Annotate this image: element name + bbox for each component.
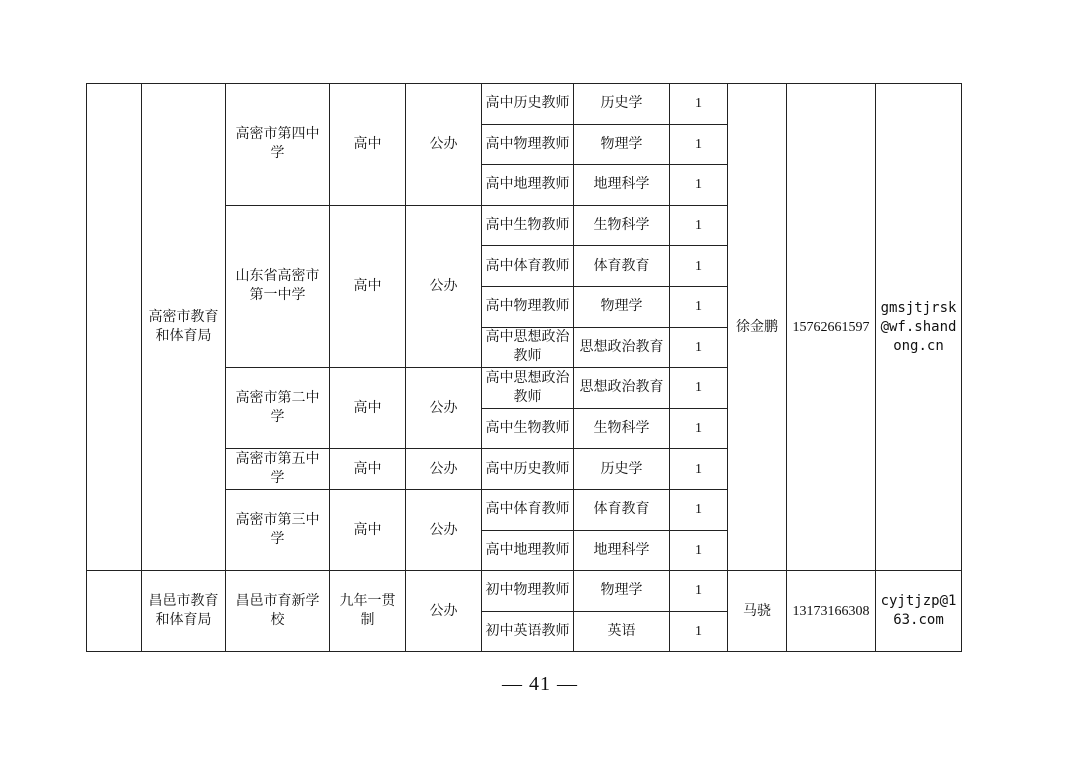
phone-cell: 15762661597 <box>787 84 876 571</box>
major-cell: 思想政治教育 <box>574 327 670 368</box>
school-name-cell: 高密市第三中学 <box>226 489 330 570</box>
table-body <box>87 84 962 652</box>
count-cell: 1 <box>670 611 728 652</box>
major-cell: 地理科学 <box>574 530 670 571</box>
major-cell: 历史学 <box>574 84 670 125</box>
index-cell <box>87 571 142 652</box>
count-cell: 1 <box>670 368 728 409</box>
post-cell: 初中物理教师 <box>482 571 574 612</box>
major-cell: 物理学 <box>574 571 670 612</box>
contact-cell: 徐金鹏 <box>728 84 787 571</box>
major-cell: 英语 <box>574 611 670 652</box>
major-cell: 体育教育 <box>574 246 670 287</box>
school-type-cell: 公办 <box>406 489 482 570</box>
school-type-cell: 公办 <box>406 449 482 490</box>
major-cell: 物理学 <box>574 124 670 165</box>
count-cell: 1 <box>670 165 728 206</box>
post-cell: 高中物理教师 <box>482 286 574 327</box>
count-cell: 1 <box>670 205 728 246</box>
school-level-cell: 九年一贯制 <box>330 571 406 652</box>
count-cell: 1 <box>670 489 728 530</box>
count-cell: 1 <box>670 286 728 327</box>
school-type-cell: 公办 <box>406 84 482 206</box>
post-cell: 高中思想政治教师 <box>482 327 574 368</box>
count-cell: 1 <box>670 327 728 368</box>
count-cell: 1 <box>670 408 728 449</box>
school-name-cell: 高密市第五中学 <box>226 449 330 490</box>
post-cell: 高中历史教师 <box>482 449 574 490</box>
major-cell: 历史学 <box>574 449 670 490</box>
post-cell: 高中地理教师 <box>482 530 574 571</box>
count-cell: 1 <box>670 246 728 287</box>
post-cell: 初中英语教师 <box>482 611 574 652</box>
major-cell: 思想政治教育 <box>574 368 670 409</box>
school-level-cell: 高中 <box>330 84 406 206</box>
school-level-cell: 高中 <box>330 368 406 449</box>
index-cell <box>87 84 142 571</box>
school-level-cell: 高中 <box>330 489 406 570</box>
post-cell: 高中地理教师 <box>482 165 574 206</box>
recruitment-table <box>86 83 962 652</box>
page-number: — 41 — <box>502 673 578 695</box>
school-type-cell: 公办 <box>406 571 482 652</box>
post-cell: 高中体育教师 <box>482 246 574 287</box>
school-level-cell: 高中 <box>330 449 406 490</box>
count-cell: 1 <box>670 530 728 571</box>
school-name-cell: 昌邑市育新学校 <box>226 571 330 652</box>
school-type-cell: 公办 <box>406 368 482 449</box>
post-cell: 高中生物教师 <box>482 205 574 246</box>
post-cell: 高中物理教师 <box>482 124 574 165</box>
post-cell: 高中思想政治教师 <box>482 368 574 409</box>
dept-cell: 高密市教育和体育局 <box>142 84 226 571</box>
table-row <box>87 571 962 612</box>
post-cell: 高中体育教师 <box>482 489 574 530</box>
major-cell: 物理学 <box>574 286 670 327</box>
school-name-cell: 山东省高密市第一中学 <box>226 205 330 367</box>
email-cell: gmsjtjrsk@wf.shandong.cn <box>876 84 962 571</box>
major-cell: 体育教育 <box>574 489 670 530</box>
count-cell: 1 <box>670 124 728 165</box>
count-cell: 1 <box>670 571 728 612</box>
email-cell: cyjtjzp@163.com <box>876 571 962 652</box>
table-row <box>87 84 962 125</box>
school-level-cell: 高中 <box>330 205 406 367</box>
post-cell: 高中生物教师 <box>482 408 574 449</box>
count-cell: 1 <box>670 449 728 490</box>
major-cell: 地理科学 <box>574 165 670 206</box>
major-cell: 生物科学 <box>574 205 670 246</box>
school-type-cell: 公办 <box>406 205 482 367</box>
major-cell: 生物科学 <box>574 408 670 449</box>
dept-cell: 昌邑市教育和体育局 <box>142 571 226 652</box>
contact-cell: 马骁 <box>728 571 787 652</box>
phone-cell: 13173166308 <box>787 571 876 652</box>
school-name-cell: 高密市第四中学 <box>226 84 330 206</box>
school-name-cell: 高密市第二中学 <box>226 368 330 449</box>
post-cell: 高中历史教师 <box>482 84 574 125</box>
count-cell: 1 <box>670 84 728 125</box>
